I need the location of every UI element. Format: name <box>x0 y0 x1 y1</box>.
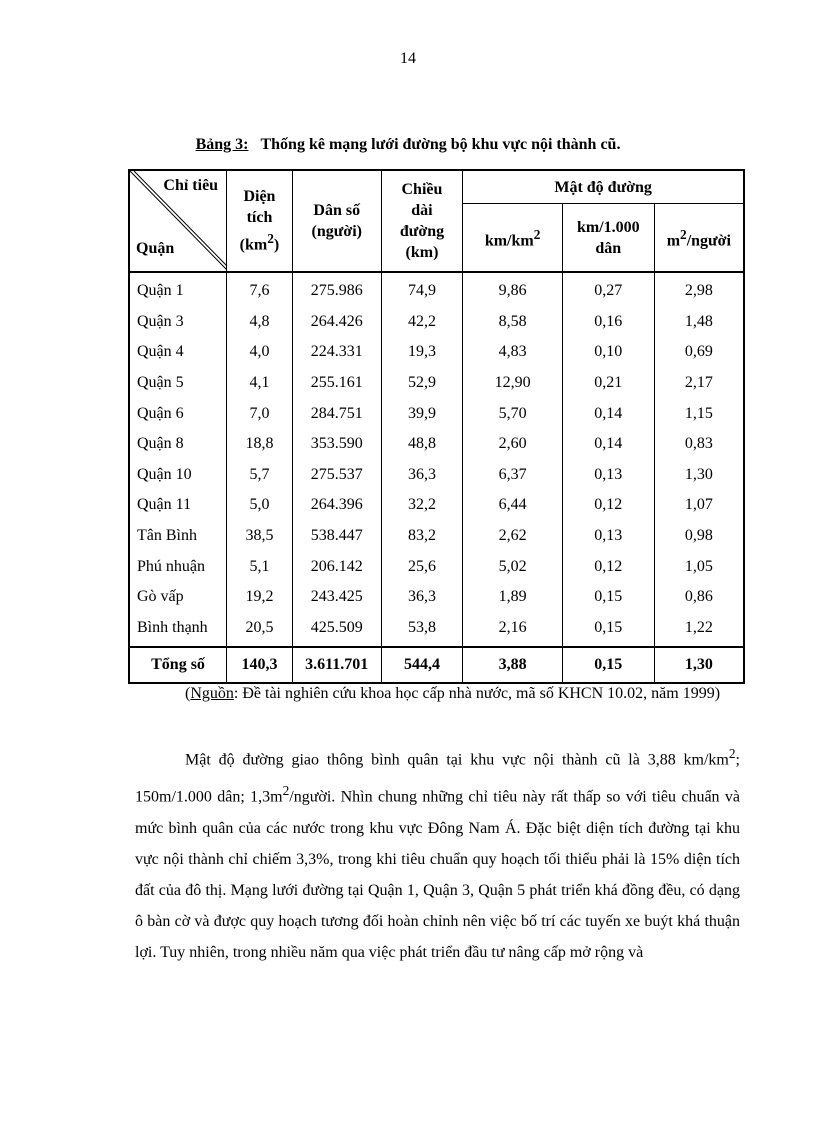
table-row: Quận 6 7,0 284.751 39,9 5,70 0,14 1,15 <box>129 398 744 429</box>
header-m2-per-person: $m^2$/người <box>654 204 744 273</box>
header-population: Dân số (người) <box>292 170 381 272</box>
caption-label: Bảng 3: <box>195 136 249 153</box>
source-text: : Đề tài nghiên cứu khoa học cấp nhà nước, mã số KHCN 10.02, năm 1999) <box>233 685 721 702</box>
header-road-length: Chiều dài đường (km) <box>381 170 463 272</box>
corner-header <box>129 170 227 272</box>
total-row: Tổng số 140,3 3.611.701 544,4 3,88 0,15 1,30 <box>129 647 744 683</box>
table-row: Quận 5 4,1 255.161 52,9 12,90 0,21 2,17 <box>129 368 744 399</box>
header-area: Diện tích $(km^2)$ <box>227 170 293 272</box>
total-label: Tổng số <box>129 647 227 683</box>
page-number: 14 <box>400 50 416 67</box>
table-row: Quận 3 4,8 264.426 42,2 8,58 0,16 1,48 <box>129 307 744 338</box>
table-row: Quận 1 7,6 275.986 74,9 9,86 0,27 2,98 <box>129 272 744 307</box>
table-row: Quận 4 4,0 224.331 19,3 4,83 0,10 0,69 <box>129 337 744 368</box>
table-row: Gò vấp 19,2 243.425 36,3 1,89 0,15 0,86 <box>129 582 744 613</box>
header-density-group: Mật độ đường <box>463 170 744 204</box>
table-caption <box>0 136 816 154</box>
body-paragraph: Mật độ đường giao thông bình quân tại khu vực nội thành cũ là 3,88 $km/km^2$; 150m/1.000 dân; $1,3m^2$/người. Nhìn chung những chỉ tiêu này rất thấp so với tiêu chuẩn và mức bình quân của các nước trong khu vực Đông Nam Á. Đặc biệt diện tích đường tại khu vực nội thành chỉ chiếm 3,3%, trong khi tiêu chuẩn quy hoạch tối thiểu phải là 15% diện tích đất của đô thị. Mạng lưới đường tại Quận 1, Quận 3, Quận 5 phát triển khá đồng đều, có dạng ô bàn cờ và được quy hoạch tương đối hoàn chỉnh nên việc bố trí các tuyến xe buýt khá thuận lợi. Tuy nhiên, trong nhiều năm qua việc phát triển đầu tư nâng cấp mở rộng và <box>135 746 740 961</box>
header-km-per-km2: $km/km^2$ <box>463 204 563 273</box>
corner-indicator-label: Chỉ tiêu <box>163 177 219 194</box>
corner-district-label: Quận <box>136 240 175 257</box>
road-network-table <box>128 169 745 684</box>
table-row: Quận 8 18,8 353.590 48,8 2,60 0,14 0,83 <box>129 429 744 460</box>
table-row: Bình thạnh 20,5 425.509 53,8 2,16 0,15 1,22 <box>129 613 744 648</box>
table-row: Phú nhuận 5,1 206.142 25,6 5,02 0,12 1,05 <box>129 551 744 582</box>
table-row: Quận 11 5,0 264.396 32,2 6,44 0,12 1,07 <box>129 490 744 521</box>
table-row: Quận 10 5,7 275.537 36,3 6,37 0,13 1,30 <box>129 460 744 491</box>
header-km-per-1000: km/1.000 dân <box>562 204 654 273</box>
source-label: Nguồn <box>190 685 234 702</box>
table-row: Tân Bình 38,5 538.447 83,2 2,62 0,13 0,98 <box>129 521 744 552</box>
caption-title: Thống kê mạng lưới đường bộ khu vực nội thành cũ. <box>260 136 621 153</box>
source-note: (Nguồn: Đề tài nghiên cứu khoa học cấp nhà nước, mã số KHCN 10.02, năm 1999) <box>185 685 721 702</box>
